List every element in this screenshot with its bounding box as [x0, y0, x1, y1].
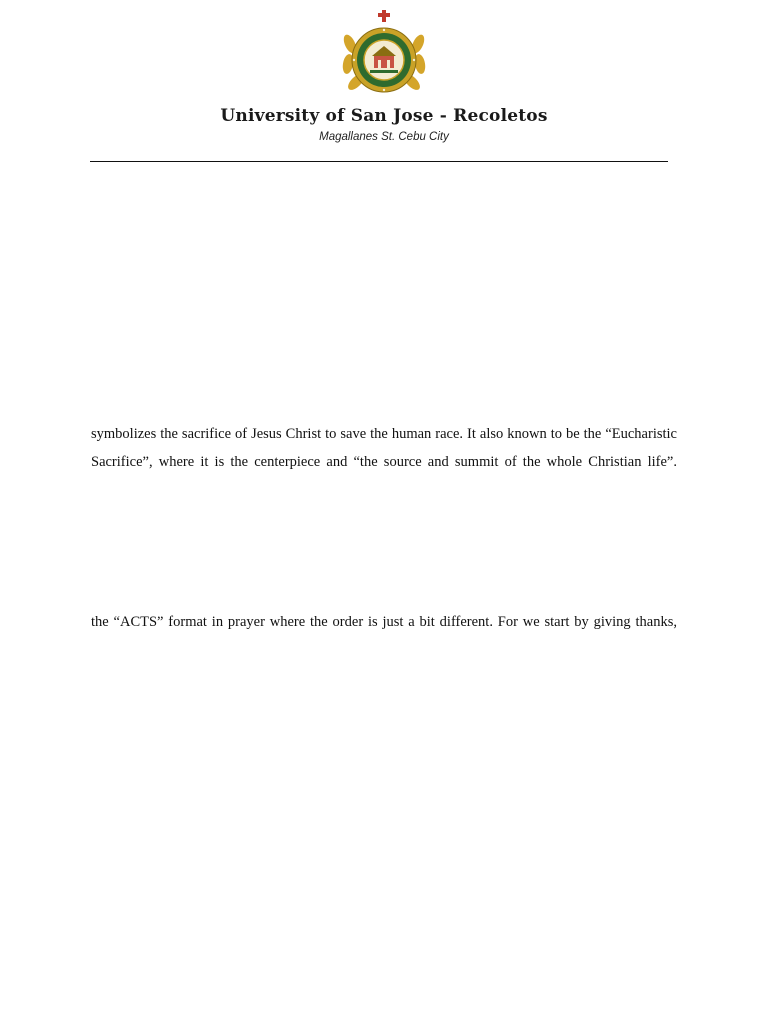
- body-text-line: symbolizes the sacrifice of Jesus Christ to save the human race. It also known to be the “Eucharistic: [91, 426, 677, 442]
- header-divider: [90, 161, 668, 162]
- page-title: University of San Jose - Recoletos: [220, 106, 548, 126]
- address-subtitle: Magallanes St. Cebu City: [319, 131, 449, 143]
- university-seal-icon: [340, 8, 428, 100]
- body-text-line: the “ACTS” format in prayer where the order is just a bit different. For we start by giving thanks,: [91, 614, 677, 630]
- body-text-line: Sacrifice”, where it is the centerpiece and “the source and summit of the whole Christian life”.: [91, 454, 677, 470]
